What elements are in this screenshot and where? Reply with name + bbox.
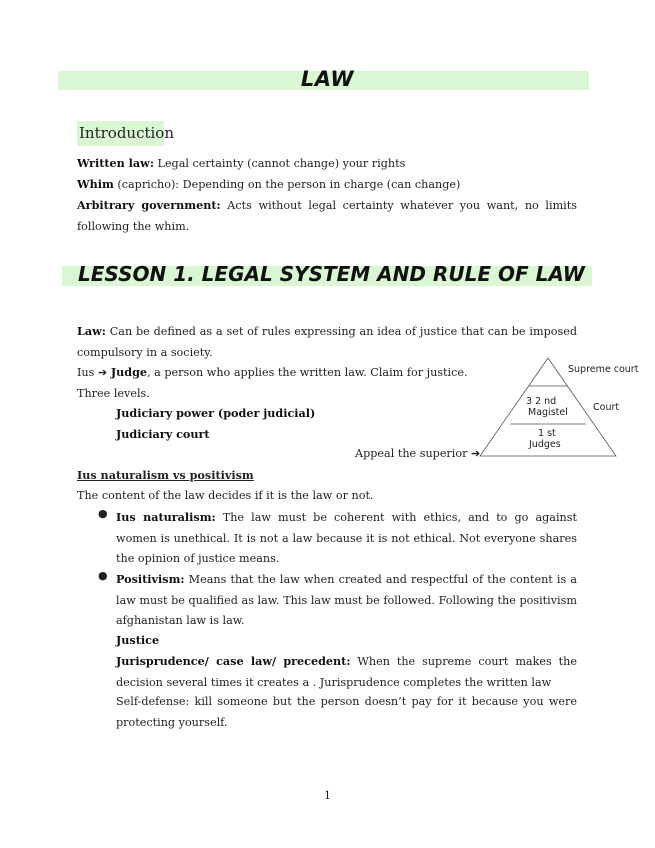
court-pyramid-diagram [472,352,642,464]
ius-prefix: Ius ➔ [77,366,111,379]
tier2-line-b: Magistel [528,407,568,418]
self-defense: Self-defense: kill someone but the person doesn’t pay for it because you were protecting yourself. [116,695,577,729]
intro-line-arbitrary-government [77,195,577,237]
tier2-line-a: 3 2 nd [526,396,557,407]
term: Law: [77,324,106,338]
definition: (capricho): Depending on the person in charge (can change) [113,178,461,191]
term: Arbitrary government: [77,198,221,212]
definition: Acts without legal certainty whatever you want, no limits following the whim. [77,199,577,233]
term: Judge [110,365,148,379]
term: Jurisprudence/ case law/ precedent: [116,654,351,668]
term: Written law: [77,156,154,170]
lesson-heading: LESSON 1. LEGAL SYSTEM AND RULE OF LAW [78,262,585,286]
document-title: LAW [300,67,355,91]
bullet-ius-naturalism [116,507,577,570]
justice: Justice [116,633,160,647]
jurisprudence [116,651,577,693]
judiciary-power: Judiciary power (poder judicial) [116,406,316,420]
subheading-naturalism-vs-positivism: Ius naturalism vs positivism [77,468,254,482]
intro-heading: Introduction [79,124,174,142]
appeal-text: Appeal the superior ➔ [355,447,481,460]
tier3-line-a: 1 st [538,428,556,439]
tier3-line-b: Judges [529,439,561,450]
term: Ius naturalism: [116,510,216,524]
bullet-dot: ● [98,507,108,520]
label-supreme-court: Supreme court [568,364,639,375]
intro-line-written-law [77,153,577,175]
bullet-positivism [116,569,577,632]
ius-line [77,362,472,404]
definition: Can be defined as a set of rules expressing an idea of justice that can be imposed compulsory in a society. [77,325,577,359]
intro-line-whim [77,174,577,196]
term: Positivism: [116,572,185,586]
term: Whim [77,177,114,191]
page-number: 1 [324,789,331,802]
bullet-dot: ● [98,569,108,582]
judiciary-court: Judiciary court [116,427,210,441]
definition: The law must be coherent with ethics, and to go against women is unethical. It is not a law because it is not ethical. Not everyone shares the opinion of justice means. [116,511,577,566]
definition: Means that the law when created and respectful of the content is a law must be qualified as law. This law must be followed. Following the positivism afghanistan law is law. [116,573,577,628]
label-court: Court [593,402,620,413]
definition: , a person who applies the written law. Claim for justice. Three levels. [77,366,468,400]
definition: Legal certainty (cannot change) your rights [153,157,406,170]
content-line: The content of the law decides if it is the law or not. [77,489,374,502]
definition: When the supreme court makes the decision several times it creates a . Jurisprudence completes the written law [116,655,577,689]
